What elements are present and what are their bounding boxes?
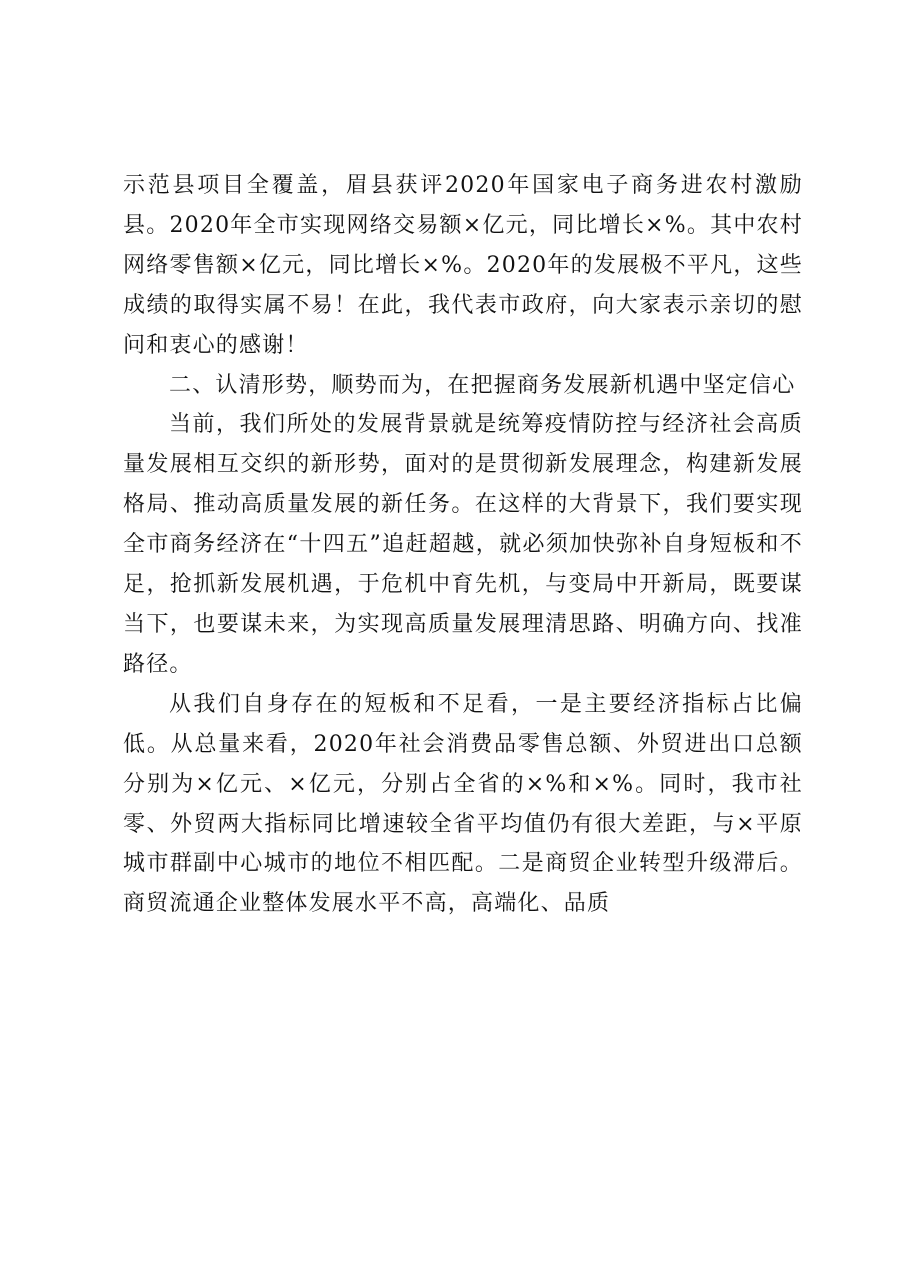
section-heading-situation: 二、认清形势，顺势而为，在把握商务发展新机遇中坚定信心	[169, 372, 796, 398]
document-body	[123, 166, 803, 924]
paragraph-achievements: 示范县项目全覆盖，眉县获评2020年国家电子商务进农村激励县。2020年全市实现网络交易额×亿元，同比增长×%。其中农村网络零售额×亿元，同比增长×%。2020年的发展极不平凡，这些成绩的取得实属不易！在此，我代表市政府，向大家表示亲切的慰问和衷心的感谢！	[123, 173, 803, 358]
paragraph-background: 当前，我们所处的发展背景就是统筹疫情防控与经济社会高质量发展相互交织的新形势，面对的是贯彻新发展理念，构建新发展格局、推动高质量发展的新任务。在这样的大背景下，我们要实现全市商务经济在“十四五”追赶超越，就必须加快弥补自身短板和不足，抢抓新发展机遇，于危机中育先机，与变局中开新局，既要谋当下，也要谋未来，为实现高质量发展理清思路、明确方向、找准路径。	[123, 412, 803, 677]
paragraph-shortcomings: 从我们自身存在的短板和不足看，一是主要经济指标占比偏低。从总量来看，2020年社会消费品零售总额、外贸进出口总额分别为×亿元、×亿元，分别占全省的×%和×%。同时，我市社零、外贸两大指标同比增速较全省平均值仍有很大差距，与×平原城市群副中心城市的地位不相匹配。二是商贸企业转型升级滞后。商贸流通企业整体发展水平不高，高端化、品质	[123, 691, 803, 917]
